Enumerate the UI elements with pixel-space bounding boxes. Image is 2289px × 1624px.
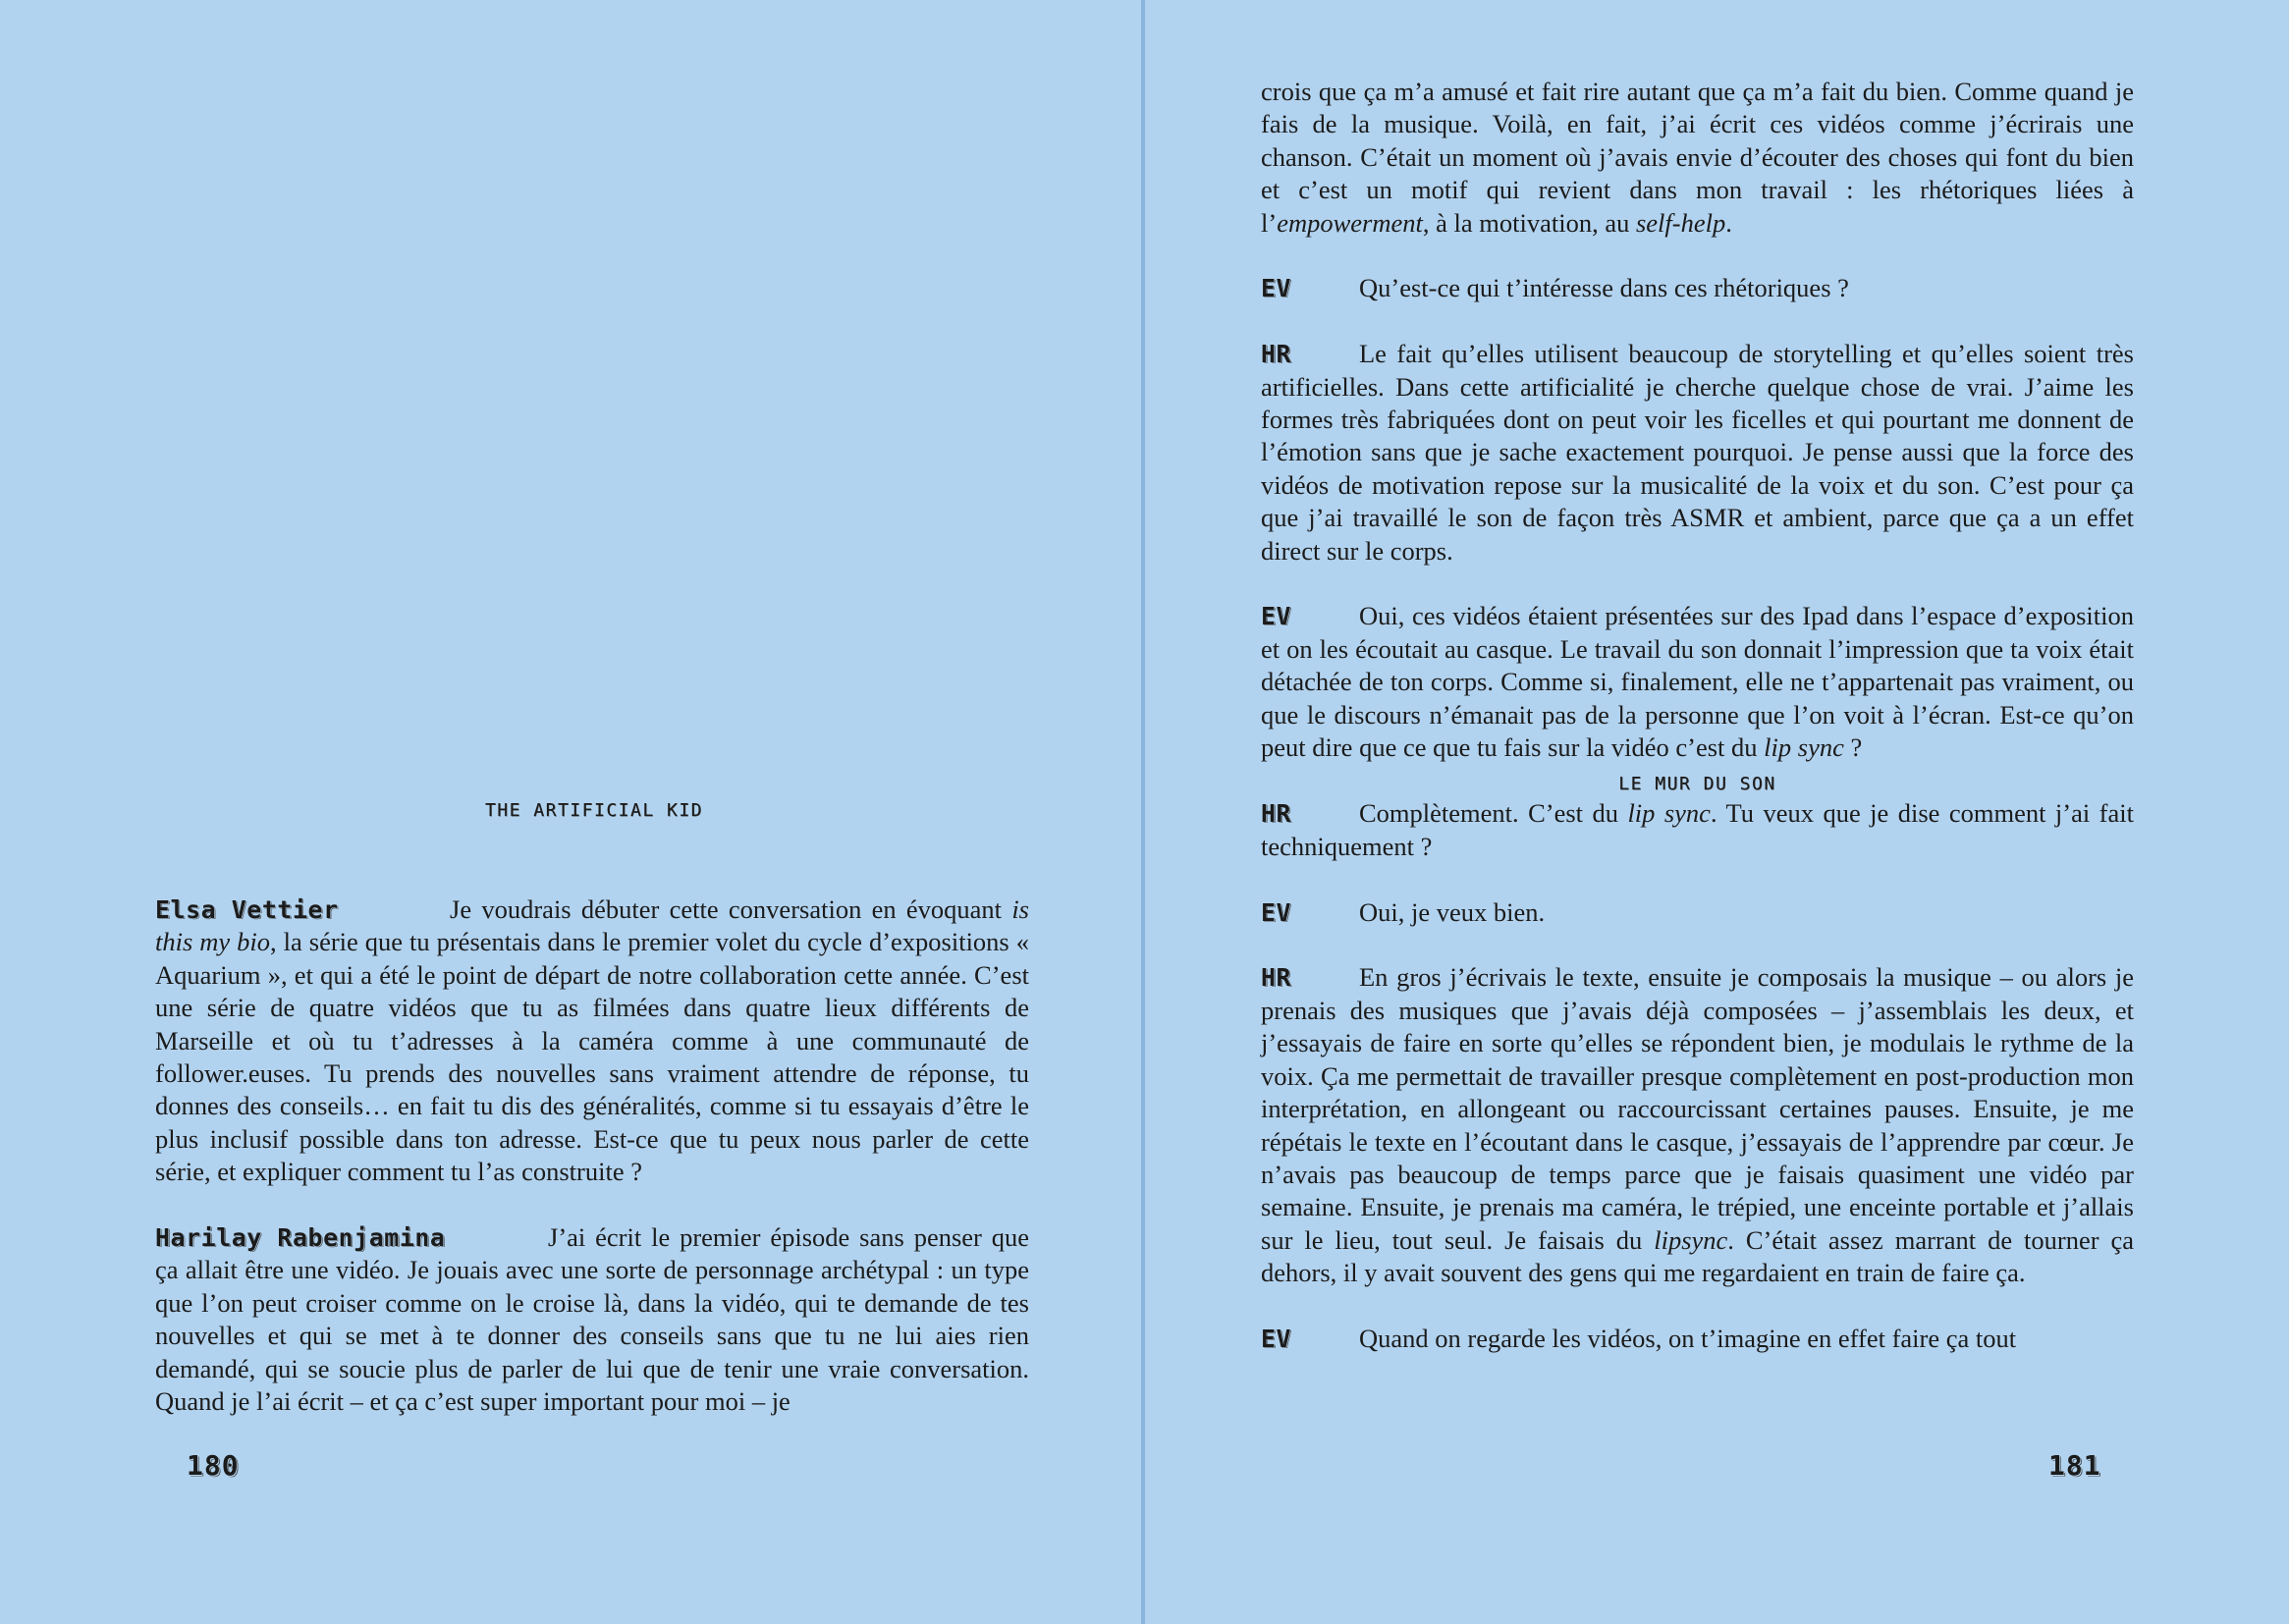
paragraph-text: Oui, ces vidéos étaient présentées sur des Ipad dans l’espace d’exposition et on les écoutait au casque. Le travail du son donnait l’impression que ta voix était détachée de ton corps. Comme si, finalement, elle ne t’appartenait pas vraiment, ou que le discours n’émanait pas de la personne que l’on voit à l’écran. Est-ce qu’on peut dire que ce que tu fais sur la vidéo c’est du [1261,601,2134,763]
running-head: THE ARTIFICIAL KID [484,800,704,821]
paragraph-elsa-question [155,893,1029,1189]
speaker-harilay-rabenjamina: Harilay Rabenjamina [155,1223,446,1253]
speaker-ev: EV [1261,274,1292,303]
speaker-ev: EV [1261,1324,1292,1353]
italic-term: self-help [1635,207,1726,238]
paragraph-text: . Tu veux que je dise comment j’ai fait techniquement ? [1261,798,2134,861]
paragraph-text: En gros j’écrivais le texte, ensuite je composais la musique – ou alors je prenais des musiques que j’avais déjà composées – j’assemblais les deux, et j’essayais de faire en sorte qu’elles se répondent bien, je modulais le rythme de la voix. Ça me permettait de travailler presque complètement en post-production mon interprétation, en allongeant ou raccourcissant certaines pauses. Ensuite, je me répétais le texte en l’écoutant dans le casque, j’essayais de l’apprendre par cœur. Je n’avais pas beaucoup de temps parce que je faisais quasiment une vidéo par semaine. Ensuite, je prenais ma caméra, le trépied, une enceinte portable et j’allais sur le lieu, tout seul. Je faisais du [1261,962,2134,1255]
page-number: 181 [2048,1449,2101,1482]
italic-term: lipsync [1654,1224,1728,1255]
speaker-ev: EV [1261,897,1292,927]
paragraph-hr [1261,961,2134,1289]
paragraph-text: crois que ça m’a amusé et fait rire autant que ça m’a fait du bien. Comme quand je fais de la musique. Voilà, en fait, j’ai écrit ces vidéos comme j’écrirais une chanson. C’était un moment où j’avais envie d’écouter des choses qui font du bien et c’est un motif qui revient dans mon travail : les rhétoriques liées à l’ [1261,77,2134,238]
italic-term: lip sync [1627,798,1711,829]
left-text-column [155,893,1029,1418]
italic-title: is this my bio [155,894,1029,957]
paragraph-text: Oui, je veux bien. [1359,896,1546,927]
paragraph-text: Quand on regarde les vidéos, on t’imagine en effet faire ça tout [1359,1323,2017,1353]
paragraph-text: , à la motivation, au [1422,207,1630,238]
paragraph-text: . [1725,207,1732,238]
speaker-hr: HR [1261,340,1292,369]
paragraph-harilay-answer [155,1221,1029,1418]
paragraph-ev [1261,1323,2134,1355]
paragraph-text: Qu’est-ce qui t’intéresse dans ces rhétoriques ? [1359,273,1849,303]
paragraph-continuation [1261,76,2134,240]
section-heading: LE MUR DU SON [1618,774,1776,795]
speaker-hr: HR [1261,963,1292,993]
paragraph-text: J’ai écrit le premier épisode sans penser que ça allait être une vidéo. Je jouais avec une sorte de personnage archétypal : un type que l’on peut croiser comme on le croise là, dans la vidéo, qui te demande de tes nouvelles et qui se met à te donner des conseils sans que tu ne lui aies rien demandé, qui se soucie plus de parler de lui que de tenir une vraie conversation. Quand je l’ai écrit – et ça c’est super important pour moi – je [155,1222,1029,1417]
speaker-ev: EV [1261,602,1292,631]
speaker-elsa-vettier: Elsa Vettier [155,895,339,924]
paragraph-text: , la série que tu présentais dans le premier volet du cycle d’expositions « Aquarium », et qui a été le point de départ de notre collaboration cette année. C’est une série de quatre vidéos que tu as filmées dans quatre lieux différents de Marseille et où tu t’adresses à la caméra comme à une communauté de follower.euses. Tu prends des nouvelles sans vraiment attendre de réponse, tu donnes des conseils… en fait tu dis des généralités, comme si tu essayais d’être le plus inclusif possible dans ton adresse. Est-ce que tu peux nous parler de cette série, et expliquer comment tu l’as construite ? [155,927,1029,1187]
italic-term: lip sync [1764,732,1844,763]
paragraph-ev [1261,896,2134,929]
page-number: 180 [187,1449,240,1482]
paragraph-text: . C’était assez marrant de tourner ça dehors, il y avait souvent des gens qui me regardaient en train de faire ça. [1261,1224,2135,1288]
paragraph-text: ? [1843,732,1863,763]
paragraph-hr [1261,797,2134,863]
left-page [0,0,1141,1624]
paragraph-hr [1261,338,2134,568]
paragraph-text: Le fait qu’elles utilisent beaucoup de storytelling et qu’elles soient très artificielles. Dans cette artificialité je cherche quelque chose de vrai. J’aime les formes très fabriquées dont on peut voir les ficelles et qui pourtant me donnent de l’émotion sans que je sache exactement pourquoi. Je pense aussi que la force des vidéos de motivation repose sur la musicalité de la voix et du son. C’est pour ça que j’ai travaillé le son de façon très ASMR et ambient, parce que ça a un effet direct sur le corps. [1261,339,2134,566]
right-text-column [1261,76,2134,1355]
paragraph-text: Je voudrais débuter cette conversation en évoquant [450,894,1003,924]
paragraph-ev [1261,600,2134,764]
italic-term: empowerment [1277,207,1423,238]
paragraph-text: Complètement. C’est du [1359,798,1618,829]
right-page [1145,0,2289,1624]
speaker-hr: HR [1261,799,1292,829]
paragraph-ev [1261,272,2134,304]
